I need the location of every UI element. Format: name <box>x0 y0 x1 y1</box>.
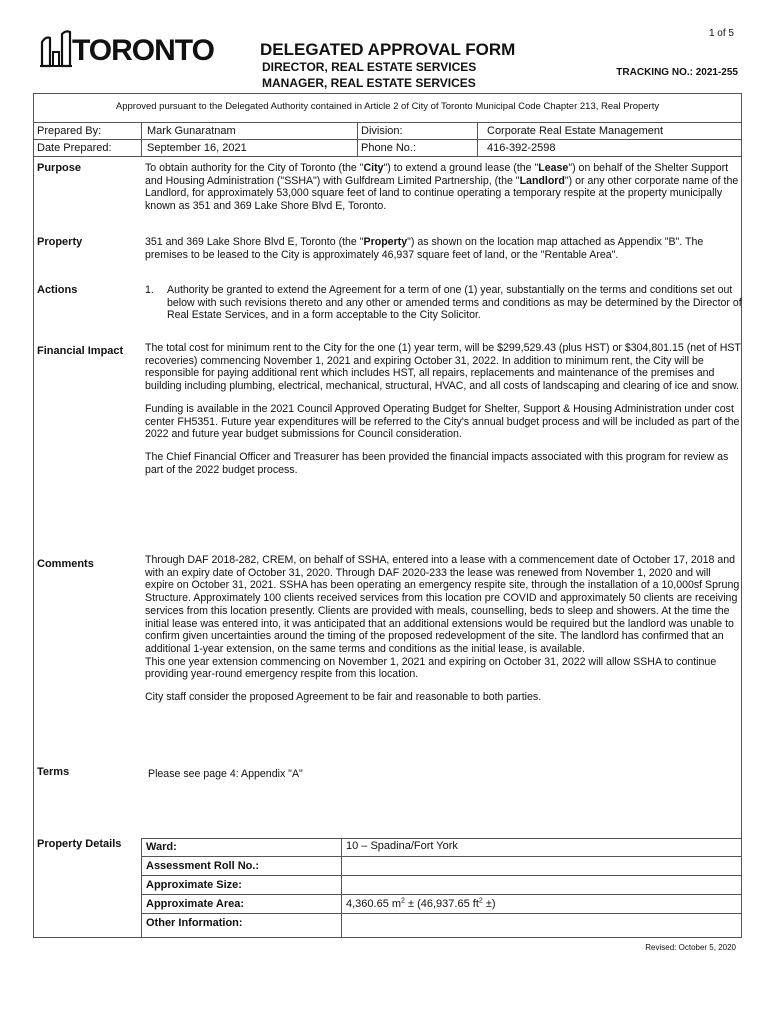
tracking-number: TRACKING NO.: 2021-255 <box>616 67 738 78</box>
financial-impact-label: Financial Impact <box>37 345 124 357</box>
terms-text: Please see page 4: Appendix "A" <box>148 768 303 780</box>
divider <box>141 913 742 914</box>
comments-paragraph: City staff consider the proposed Agreement to be fair and reasonable to both parties. <box>145 691 542 704</box>
divider <box>33 139 742 140</box>
financial-paragraph: The total cost for minimum rent to the City for the one (1) year term, will be $299,529.43 (plus HST) or $304,801.15 (net of HST recoveries) commencing November 1, 2021 and expiring October 31, 2022. In addition to minimum rent, the City will be responsible for paying additional rent which includes HST, all repairs, replacements and maintenance of the premises and building including plumbing, electrical, mechanical, structural, HVAC, and all costs of landscaping and clearing of ice and snow. <box>145 342 741 393</box>
divider <box>141 838 742 839</box>
action-number: 1. <box>145 284 154 296</box>
ward-value: 10 – Spadina/Fort York <box>346 840 458 852</box>
date-prepared-value: September 16, 2021 <box>147 142 247 154</box>
property-details-label: Property Details <box>37 838 122 850</box>
form-subtitle-2: MANAGER, REAL ESTATE SERVICES <box>262 76 476 90</box>
divider <box>33 122 742 123</box>
form-frame <box>33 93 742 938</box>
action-item <box>145 284 742 322</box>
assessment-roll-label: Assessment Roll No.: <box>146 860 260 872</box>
other-information-label: Other Information: <box>146 917 243 929</box>
actions-list <box>145 284 742 322</box>
property-text: 351 and 369 Lake Shore Blvd E, Toronto (the "Property") as shown on the location map attached as Appendix "B". The premises to be leased to the City is approximately 46,937 square feet of land, or the "Rentable Area". <box>145 236 704 261</box>
action-text: Authority be granted to extend the Agreement for a term of one (1) year, substantially on the terms and conditions set out below with such revisions thereto and any other or amended terms and conditions as may be determined by the Director of Real Estate Services, and in a form acceptable to the City Solicitor. <box>167 284 742 322</box>
comments-paragraph: This one year extension commencing on November 1, 2021 and expiring on October 31, 2022 will allow SSHA to continue providing year-round emergency respite from this location. <box>145 655 717 681</box>
division-value: Corporate Real Estate Management <box>487 125 664 137</box>
approximate-area-value: 4,360.65 $m^2 \pm (46,937.65$ $ft^2$ ±) <box>346 897 496 910</box>
divider <box>141 894 742 895</box>
approximate-size-label: Approximate Size: <box>146 879 242 891</box>
ward-label: Ward: <box>146 841 177 853</box>
property-label: Property <box>37 236 83 248</box>
city-hall-icon <box>40 28 72 68</box>
revised-date: Revised: October 5, 2020 <box>645 943 736 952</box>
phone-label: Phone No.: <box>361 142 417 154</box>
financial-paragraph: The Chief Financial Officer and Treasurer has been provided the financial impacts associated with this program for review as part of the 2022 budget process. <box>145 450 729 476</box>
approximate-area-label: Approximate Area: <box>146 898 245 910</box>
divider <box>477 122 478 156</box>
purpose-label: Purpose <box>37 162 82 174</box>
divider <box>141 856 742 857</box>
divider <box>357 122 358 156</box>
financial-paragraph: Funding is available in the 2021 Council Approved Operating Budget for Shelter, Support & Housing Administration under cost center FH5351. Future year expenditures will be referred to the City's annual budget process and will be included as part of the 2022 and future year budget submissions for Council consideration. <box>145 402 740 441</box>
actions-label: Actions <box>37 284 78 296</box>
comments-label: Comments <box>37 558 94 570</box>
phone-value: 416-392-2598 <box>487 142 556 154</box>
logo-wordmark: TORONTO <box>72 34 214 67</box>
form-title: DELEGATED APPROVAL FORM <box>260 40 516 59</box>
divider <box>33 156 742 157</box>
form-subtitle-1: DIRECTOR, REAL ESTATE SERVICES <box>262 60 477 74</box>
comments-paragraph: Through DAF 2018-282, CREM, on behalf of SSHA, entered into a lease with a commencement date of October 17, 2018 and with an expiry date of October 31, 2020. Through DAF 2020-233 the lease was renewed from November 1, 2020 and will expire on October 31, 2021. SSHA has been operating an emergency respite site, through the installation of a 10,000sf Sprung Structure. Approximately 100 clients received services from this location pre COVID and approximately 50 clients are receiving services from this location presently. Clients are provided with meals, counselling, beds to sleep and showers. At the time the initial lease was entered into, it was anticipated that an additional extensions would be required but the landlord was unable to confirm given uncertainties around the timing of the proposed redevelopment of the site. The landlord has confirmed that an additional 1-year extension, on the same terms and conditions as the initial lease, is available. <box>145 554 740 655</box>
prepared-by-value: Mark Gunaratnam <box>147 125 236 137</box>
division-label: Division: <box>361 125 403 137</box>
financial-impact-text <box>145 342 742 486</box>
approval-note: Approved pursuant to the Delegated Authority contained in Article 2 of City of Toronto Municipal Code Chapter 213, Real Property <box>115 101 660 112</box>
page-indicator: 1 of 5 <box>708 28 734 39</box>
date-prepared-label: Date Prepared: <box>37 142 112 154</box>
comments-text <box>145 554 742 714</box>
divider <box>341 838 342 938</box>
divider <box>141 875 742 876</box>
prepared-by-label: Prepared By: <box>37 125 102 137</box>
divider <box>141 122 142 156</box>
toronto-logo <box>40 26 214 72</box>
purpose-text: To obtain authority for the City of Toronto (the "City") to extend a ground lease (the "Lease") on behalf of the Shelter Support and Housing Administration ("SSHA") with Gulfdream Limited Partnership, (the "Landlord") or any other corporate name of the Landlord, for approximately 53,000 square feet of land to continue operating a temporary respite at the property municipally known as 351 and 369 Lake Shore Blvd E, Toronto. <box>145 162 739 213</box>
terms-label: Terms <box>37 766 70 778</box>
divider <box>141 838 142 938</box>
